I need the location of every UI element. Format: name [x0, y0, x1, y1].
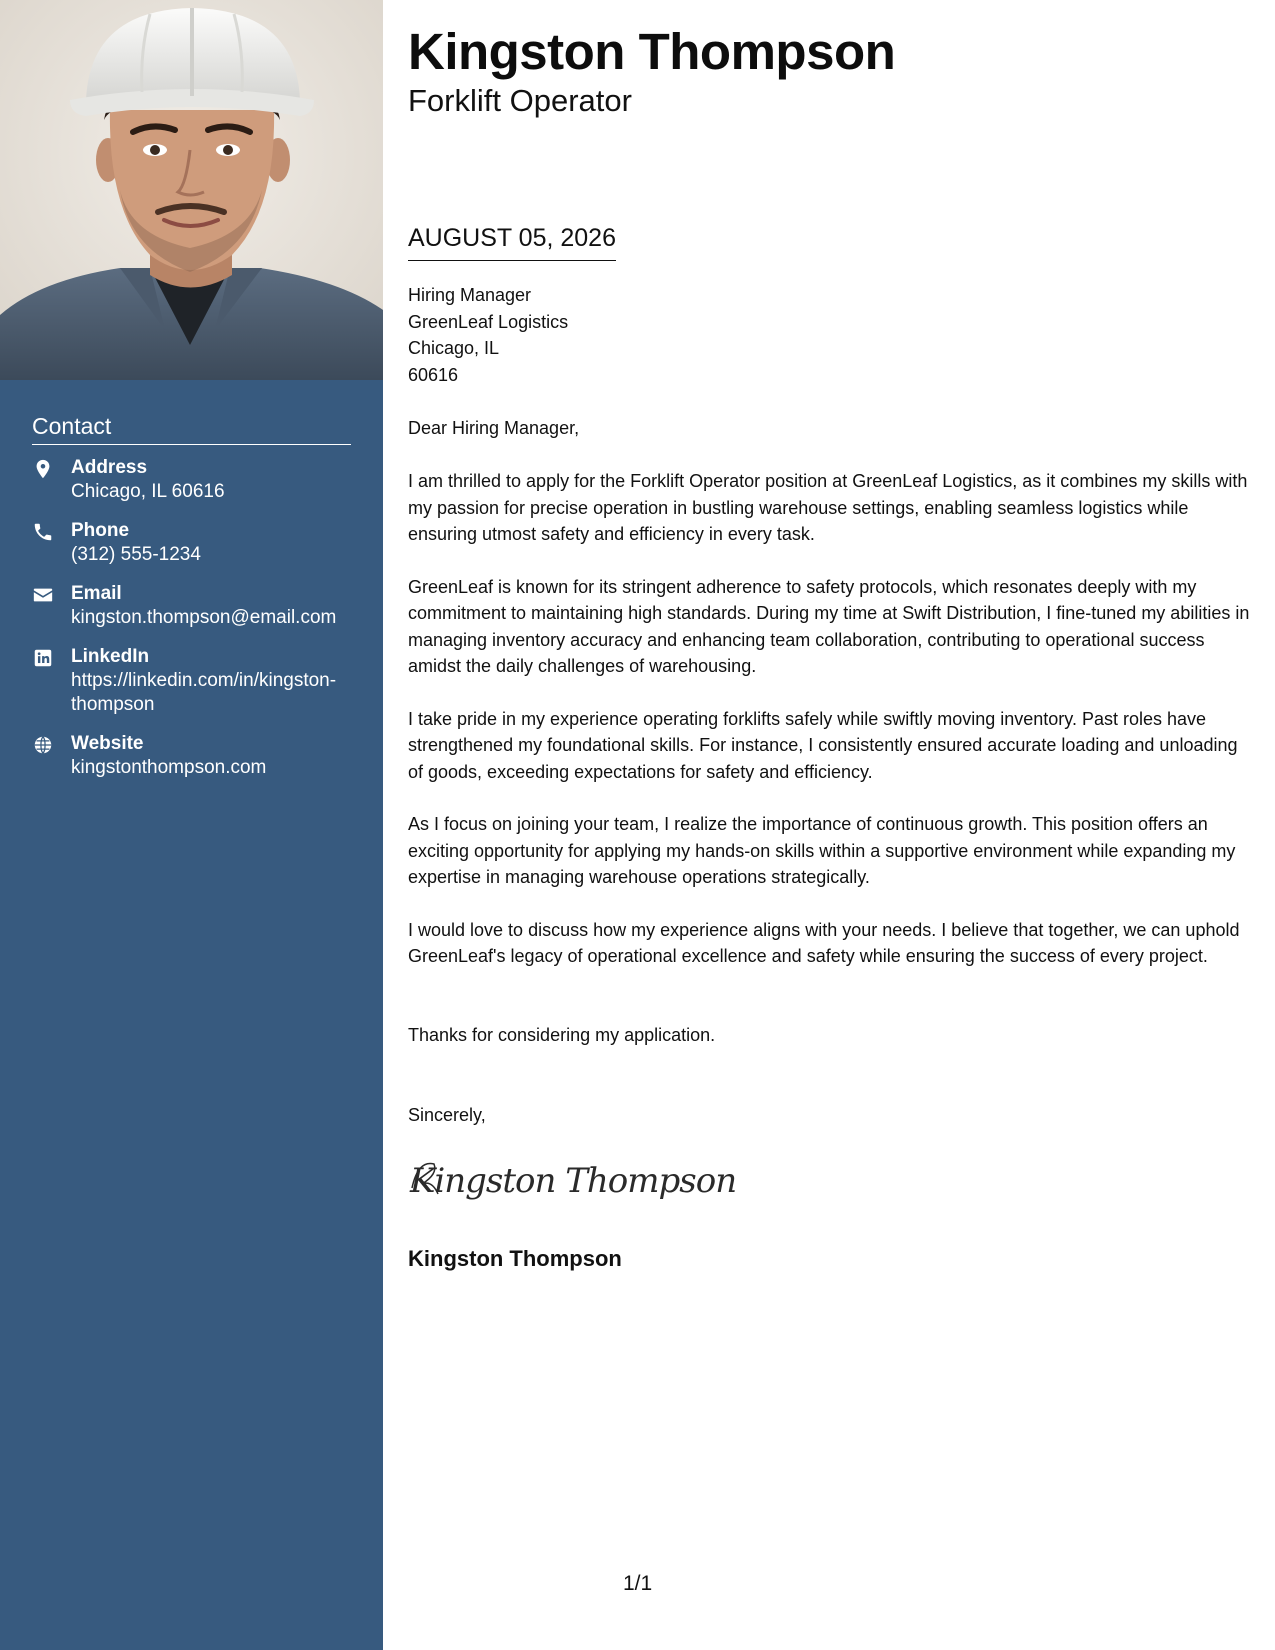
- phone-icon: [32, 521, 54, 543]
- envelope-icon: [32, 584, 54, 606]
- address-value: Chicago, IL 60616: [71, 481, 225, 502]
- signature: [408, 1150, 737, 1210]
- letter-paragraphs: [408, 468, 1253, 996]
- recipient-line: GreenLeaf Logistics: [408, 311, 569, 332]
- contact-item-linkedin: [32, 645, 352, 717]
- contact-item-phone: [32, 519, 352, 567]
- salutation: Dear Hiring Manager,: [408, 418, 580, 438]
- closing: Sincerely,: [408, 1105, 486, 1125]
- sidebar: [0, 0, 383, 1650]
- letter-body: [408, 0, 1253, 1650]
- contact-label: LinkedIn: [71, 646, 150, 667]
- website-value: kingstonthompson.com: [71, 757, 267, 778]
- contact-label: Website: [71, 733, 144, 754]
- contact-item-website: [32, 732, 352, 780]
- page-number: 1/1: [623, 1572, 653, 1595]
- recipient-line: Chicago, IL: [408, 338, 500, 358]
- contact-heading: Contact: [32, 412, 351, 445]
- phone-value: (312) 555-1234: [71, 544, 201, 565]
- contact-list: [32, 456, 352, 795]
- applicant-name: Kingston Thompson: [408, 23, 896, 80]
- profile-photo: [0, 0, 383, 380]
- letter-date: AUGUST 05, 2026: [408, 222, 616, 261]
- linkedin-icon: [32, 647, 54, 669]
- email-value: kingston.thompson@email.com: [71, 607, 337, 628]
- contact-item-address: [32, 456, 352, 504]
- paragraph: I am thrilled to apply for the Forklift Operator position at GreenLeaf Logistics, as it combines my skills with my passion for precise operation in bustling warehouse settings, enabling seamless logistics while ensuring utmost safety and efficiency in every task.: [408, 471, 1248, 544]
- recipient-line: 60616: [408, 364, 459, 385]
- map-pin-icon: [32, 458, 54, 480]
- paragraph: As I focus on joining your team, I realize the importance of continuous growth. This position offers an exciting opportunity for applying my hands-on skills within a supportive environment while expanding my expertise in managing warehouse operations strategically.: [408, 814, 1236, 887]
- linkedin-value: https://linkedin.com/in/kingston-thompson: [71, 670, 337, 715]
- recipient-block: [408, 282, 568, 388]
- contact-item-email: [32, 582, 352, 630]
- svg-text:Kingston Thompson: Kingston Thompson: [410, 1161, 737, 1201]
- job-title: Forklift Operator: [408, 83, 632, 118]
- contact-label: Phone: [71, 520, 130, 541]
- paragraph: GreenLeaf is known for its stringent adherence to safety protocols, which resonates deeply with my commitment to maintaining high standards. During my time at Swift Distribution, I fine-tuned my abilities in managing inventory accuracy and enhancing team collaboration, contributing to operational success amidst the daily challenges of warehousing.: [408, 576, 1250, 676]
- thanks-line: Thanks for considering my application.: [408, 1025, 716, 1045]
- signed-name: Kingston Thompson: [408, 1246, 622, 1271]
- contact-label: Address: [71, 457, 148, 478]
- contact-label: Email: [71, 583, 122, 604]
- globe-icon: [32, 734, 54, 756]
- recipient-line: Hiring Manager: [408, 285, 532, 305]
- paragraph: I take pride in my experience operating forklifts safely while swiftly moving inventory. Past roles have strengthened my foundational skills. For instance, I consistently ensured accurate loading and unloading of goods, exceeding expectations for safety and efficiency.: [408, 708, 1238, 782]
- paragraph: I would love to discuss how my experience aligns with your needs. I believe that together, we can uphold GreenLeaf's legacy of operational excellence and safety while ensuring the success of every project.: [408, 919, 1240, 966]
